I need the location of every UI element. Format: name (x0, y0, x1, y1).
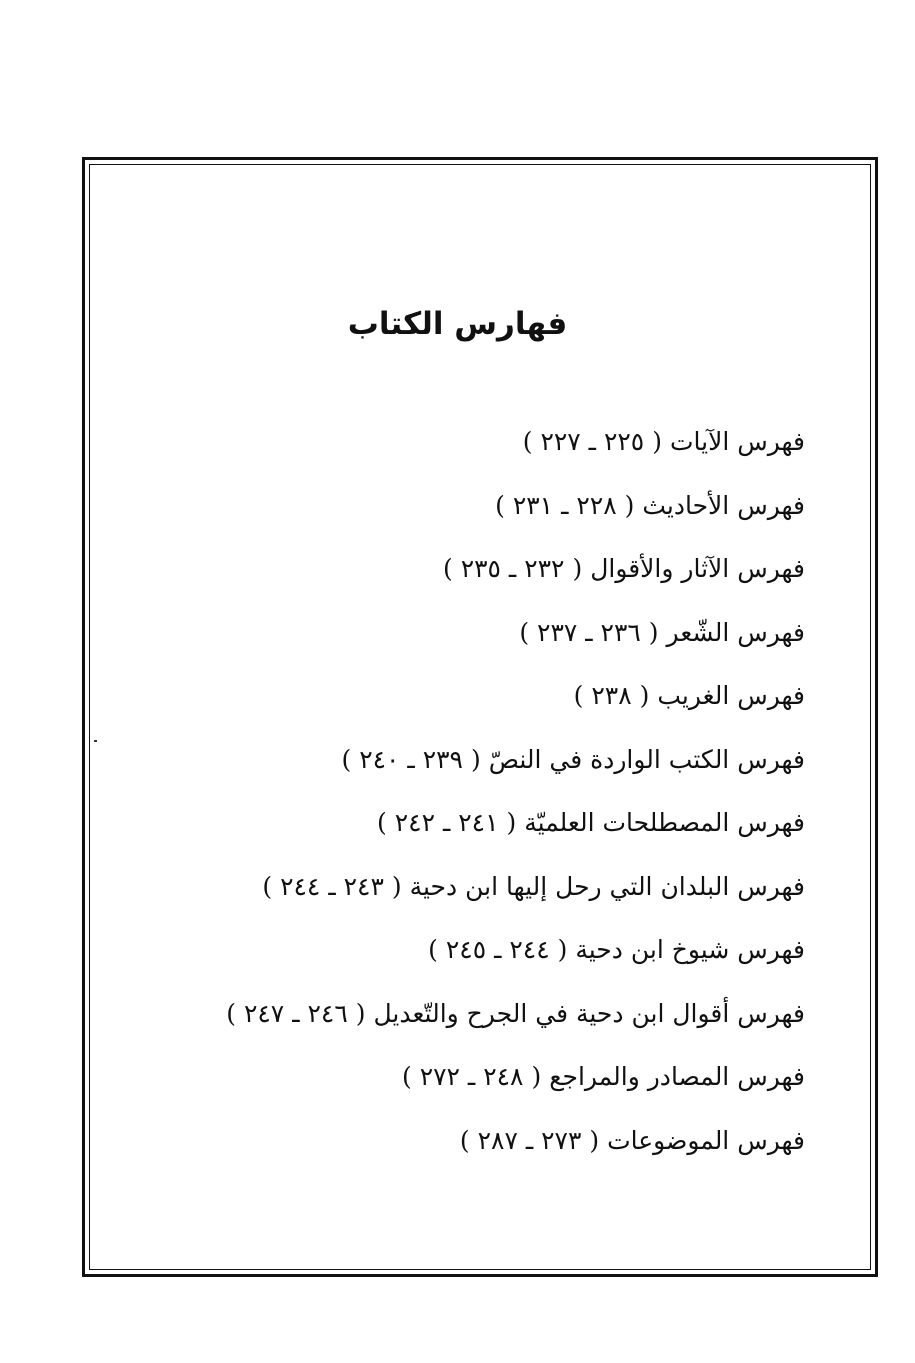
entry-pages: ( ٢٣٦ ـ ٢٣٧ ) (519, 617, 659, 647)
entry-label: فهرس المصطلحات العلميّة (524, 808, 805, 837)
index-entry (226, 865, 805, 929)
entry-pages: ( ٢٢٥ ـ ٢٢٧ ) (522, 427, 662, 456)
page-title: فهارس الكتاب (347, 306, 568, 342)
entry-label: فهرس الأحاديث (642, 490, 805, 520)
index-entry (226, 484, 805, 548)
index-entry (226, 1119, 805, 1183)
entry-label: فهرس الكتب الواردة في النصّ (488, 744, 805, 774)
index-entry (226, 928, 805, 992)
entry-pages: ( ٢٤٣ ـ ٢٤٤ ) (262, 871, 402, 901)
entry-label: فهرس أقوال ابن دحية في الجرح والتّعديل (373, 998, 805, 1028)
entry-label: فهرس الآثار والأقوال (590, 554, 805, 583)
index-entry (226, 738, 805, 802)
entry-pages: ( ٢٣٩ ـ ٢٤٠ ) (341, 744, 481, 774)
index-entry (226, 611, 805, 675)
index-entry (226, 992, 805, 1056)
entry-label: فهرس الموضوعات (607, 1125, 805, 1155)
entry-pages: ( ٢٢٨ ـ ٢٣١ ) (495, 490, 635, 520)
entry-pages: ( ٢٤٦ ـ ٢٤٧ ) (226, 998, 366, 1028)
entry-pages: ( ٢٤٤ ـ ٢٤٥ ) (428, 935, 568, 964)
index-entry (226, 1055, 805, 1119)
entry-pages: ( ٢٤١ ـ ٢٤٢ ) (377, 808, 517, 837)
index-entry (226, 674, 805, 738)
index-entry (226, 801, 805, 865)
entry-label: فهرس الغريب (657, 681, 805, 710)
entry-pages: ( ٢٧٣ ـ ٢٨٧ ) (459, 1125, 600, 1155)
index-entry (226, 420, 805, 484)
entry-pages: ( ٢٤٨ ـ ٢٧٢ ) (401, 1062, 542, 1091)
entry-pages: ( ٢٣٢ ـ ٢٣٥ ) (442, 554, 583, 583)
entry-label: فهرس الشّعر (666, 617, 805, 647)
scan-speck (94, 740, 97, 742)
entry-label: فهرس شيوخ ابن دحية (575, 935, 805, 964)
entry-label: فهرس المصادر والمراجع (549, 1062, 805, 1091)
index-list (226, 420, 805, 1182)
entry-pages: ( ٢٣٨ ) (573, 681, 650, 710)
index-entry (226, 547, 805, 611)
entry-label: فهرس الآيات (669, 427, 805, 456)
entry-label: فهرس البلدان التي رحل إليها ابن دحية (409, 871, 805, 901)
